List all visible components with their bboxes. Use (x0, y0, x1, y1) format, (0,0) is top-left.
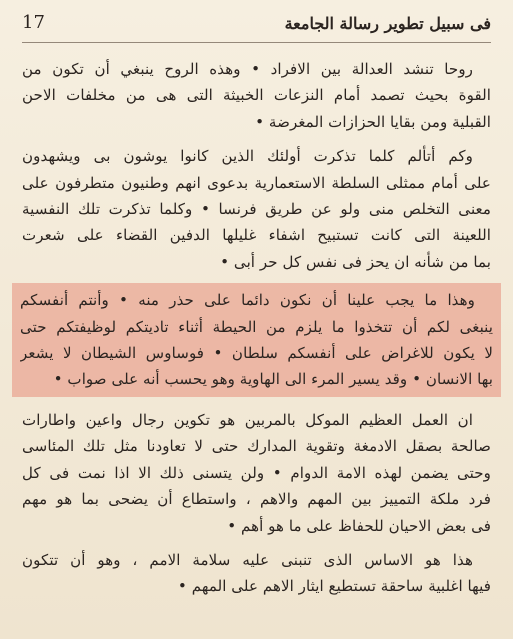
text-line: ينبغى لكم أن تتخذوا ما يلزم من الحيطة أثناء تاديتكم لوظيفتكم حتى (20, 317, 493, 336)
text-line: فيها اغلبية ساحقة تستطيع ايثار الاهم على المهم • (177, 577, 491, 596)
text-line: هذا هو الاساس الذى تنبنى عليه سلامة الامم ، وهو أن تتكون (22, 550, 473, 569)
text-line: لا يكون للاغراض على أنفسكم سلطان • فوساوس الشيطان لا يشعر (20, 344, 493, 363)
text-line: وكم أتألم كلما تذكرت أولئك الذين كانوا يوشون بى ويشهدون (22, 147, 473, 166)
text-line: صالحة بصقل الادمغة وتقوية المدارك حتى لا تعاودنا مثل تلك المئاسى (22, 437, 491, 456)
page-header (22, 10, 491, 40)
page-body (22, 56, 491, 619)
paragraph (22, 143, 491, 275)
page-number: 17 (22, 12, 45, 33)
text-line: روحا تنشد العدالة بين الافراد • وهذه الروح ينبغي أن تكون من (22, 60, 473, 78)
header-rule (22, 42, 491, 43)
text-line: القبلية ومن بقايا الحزازات المغرضة • (255, 112, 491, 131)
paragraph (22, 547, 491, 600)
running-title: فى سبيل تطوير رسالة الجامعة (284, 14, 491, 33)
text-line: ان العمل العظيم الموكل بالمربين هو تكوين رجال واعين واطارات (22, 410, 473, 429)
text-line: فى بعض الاحيان للحفاظ على ما هو أهم • (227, 516, 491, 535)
text-line: بها الانسان • وقد يسير المرء الى الهاوية وهو يحسب أنه على صواب • (53, 370, 493, 389)
text-line: وهذا ما يجب علينا أن نكون دائما على حذر منه • وأنتم أنفسكم (20, 291, 475, 310)
text-line: على أمام ممثلى السلطة الاستعمارية بدعوى انهم وطنيون متطرفون على (22, 173, 491, 192)
text-line: وحتى يضمن لهذه الامة الدوام • ولن يتسنى ذلك الا اذا نمت فى كل (22, 463, 491, 482)
text-line: فرد ملكة التمييز بين المهم والاهم ، واستطاع أن يضحى بما هو مهم (22, 490, 491, 509)
highlighted-paragraph (12, 283, 501, 397)
text-line: القوة بحيث تصمد أمام النزعات الخبيثة التى هى من مخلفات الاحن (22, 86, 491, 105)
text-line: اللعينة التى كانت تستبيح اشفاء غليلها الدفين القضاء على شعرت (22, 226, 491, 245)
paragraph (22, 56, 491, 135)
paragraph (22, 407, 491, 539)
text-line: معنى التخلص منى ولو عن طريق فرنسا • وكلما تذكرت تلك النفسية (22, 200, 491, 219)
text-line: بما من شأنه ان يحز فى نفس كل حر أبى • (220, 252, 491, 271)
